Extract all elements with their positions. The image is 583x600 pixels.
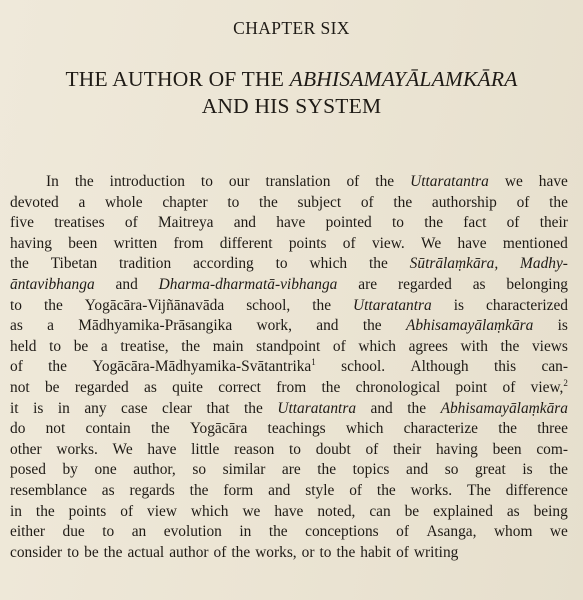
word: as [506,502,520,520]
word: that [206,399,230,417]
word: tradition [119,255,172,273]
text-line [10,419,568,440]
word: clear [162,399,192,417]
word: their [393,440,422,458]
word: or [301,543,315,561]
word: quite [172,378,203,396]
word: form [223,481,254,499]
word: characterized [485,296,568,314]
word: works. [56,440,98,458]
footnote-marker: 1 [311,357,316,368]
word: so [192,461,207,479]
word: regarded [397,275,452,293]
word: the [35,502,55,520]
word: whole [104,193,143,211]
chapter-title-plain: THE AUTHOR OF THE [65,67,290,91]
word: view [147,502,177,520]
word: Uttaratantra [277,399,357,417]
word: Yogācāra-Vijñānavāda [84,296,225,314]
word: of [502,378,516,396]
word: and [405,461,429,479]
word: works. [410,481,453,499]
word: is [522,461,533,479]
word: great [475,461,506,479]
word: of [120,502,134,520]
word: the [10,255,29,273]
word: the [362,317,382,335]
text-line [10,275,568,296]
word: from [173,234,204,252]
word: either [10,523,46,541]
word: the [181,337,201,355]
word: āntavibhanga [10,275,95,293]
word: regarded [74,378,129,396]
word: noted, [317,502,356,520]
word: little [191,440,220,458]
word: authorship [431,193,497,211]
word: according [193,255,254,273]
word: is [453,296,464,314]
word: which [358,337,396,355]
word: writing [413,543,459,561]
word: the [336,543,356,561]
word: as [101,481,115,499]
text-line [10,172,568,193]
word: teachings [267,420,326,438]
word: an [131,523,147,541]
word: of [506,214,520,232]
chapter-title-line-1 [0,66,583,93]
word: to [49,337,62,355]
word: have [457,234,487,252]
word: a [47,317,54,335]
word: belonging [506,275,568,293]
word: resemblance [10,481,87,499]
word: the [231,543,251,561]
word: we [549,523,568,541]
word: author [169,543,209,561]
word: by [62,461,78,479]
word: being [533,502,568,520]
word: posed [10,461,46,479]
word: school. [341,358,386,376]
word: and [268,481,291,499]
word: the [103,543,123,561]
word: the [48,358,67,376]
text-line [10,481,568,502]
word: which [345,420,384,438]
word: do [10,420,26,438]
word: held [10,337,37,355]
word: regards [129,481,175,499]
word: having [435,440,478,458]
word: com- [536,440,568,458]
word: different [219,234,273,252]
word: doubt [315,440,351,458]
word: devoted [10,193,59,211]
word: difference [505,481,568,499]
word: be [84,543,99,561]
word: similar [222,461,266,479]
word: Madhy- [520,255,568,273]
word: view,$^2$ [530,377,568,396]
word: Maitreya [157,214,214,232]
word: topics [352,461,390,479]
word: In [46,173,59,190]
text-line [10,337,568,358]
word: have [274,502,304,520]
word: main [212,337,244,355]
word: points [288,234,327,252]
word: written [113,234,158,252]
text-line [10,543,568,564]
word: mentioned [502,234,568,252]
word: the [317,461,337,479]
word: of [349,481,363,499]
word: the [549,193,568,211]
word: actual [127,543,165,561]
word: in [239,523,252,541]
text-line [10,254,568,275]
word: fact [463,214,487,232]
word: of [332,337,346,355]
word: standpoint [256,337,321,355]
word: Yogācāra-Mādhyamika-Svātantrika$^1$ [92,357,316,376]
word: of [360,193,374,211]
word: agrees [408,337,448,355]
word: Asanga, [426,523,477,541]
word: the [150,420,170,438]
word: five [10,214,34,232]
word: been [68,234,98,252]
word: We [421,234,442,252]
word: and [316,317,339,335]
word: and [115,275,138,293]
word: Dharma-dharmatā-vibhanga [158,275,338,293]
word: the [189,481,209,499]
word: which [190,502,229,520]
word: not [10,378,30,396]
word: Uttaratantra [353,296,432,314]
word: of [342,234,356,252]
word: the [424,214,444,232]
word: and [233,214,256,232]
text-line [10,440,568,461]
word: as [143,378,157,396]
word: case [121,399,148,417]
chapter-label: CHAPTER SIX [233,18,350,38]
text-line [10,378,568,399]
word: to [288,440,301,458]
word: Abhisamayālaṃkāra [405,317,534,335]
word: the [268,523,288,541]
word: the [549,461,568,479]
word: the [407,399,427,417]
word: are [358,275,378,293]
word: Tibetan [50,255,98,273]
word: to [227,193,240,211]
word: chronological [355,378,441,396]
word: The [466,481,491,499]
word: is [557,317,568,335]
word: are [281,461,301,479]
footnote-marker: 2 [563,377,568,388]
word: views [531,337,568,355]
word: Uttaratantra [410,173,489,190]
word: of [516,193,530,211]
word: be [404,502,420,520]
word: which [309,255,348,273]
body-paragraph [10,172,568,563]
word: is [33,399,44,417]
word: whom [493,523,533,541]
word: Abhisamayālaṃkāra [440,399,568,417]
word: the [43,296,63,314]
text-line [10,357,568,378]
word: correct [218,378,261,396]
word: of [346,173,360,190]
word: have [538,173,568,190]
word: works, [255,543,297,561]
word: three [537,420,568,438]
word: of [396,523,409,541]
chapter-title-italic: ABHISAMAYĀLAMKĀRA [289,67,518,91]
word: contain [85,420,131,438]
word: consider [10,543,63,561]
text-line [10,399,568,420]
word: work, [256,317,292,335]
word: to [275,255,288,273]
word: have [276,214,306,232]
word: due [62,523,85,541]
word: Mādhyamika-Prāsangika [78,317,233,335]
text-line [10,460,568,481]
word: school, [246,296,291,314]
chapter-title-line-2: AND HIS SYSTEM [201,94,382,118]
word: the [368,255,388,273]
word: we [242,502,261,520]
word: of [396,543,409,561]
text-line [10,193,568,214]
word: Yogācāra [189,420,248,438]
word: so [444,461,459,479]
word: the [375,173,395,190]
word: other [10,440,42,458]
word: as [10,317,23,335]
word: explained [433,502,493,520]
word: points [68,502,107,520]
word: a [78,193,86,211]
word: characterize [403,420,478,438]
word: the [74,173,94,190]
word: of [10,358,23,376]
word: to [200,173,213,190]
word: can [369,502,391,520]
word: of [365,440,379,458]
word: not [45,420,66,438]
word: habit [360,543,392,561]
word: this [493,358,517,376]
word: can- [541,358,568,376]
word: it [10,399,19,417]
word: the [244,399,263,417]
word: of [124,214,138,232]
word: having [10,234,52,252]
word: to [319,543,332,561]
word: a [100,337,108,355]
word: conceptions [305,523,379,541]
word: the [312,296,332,314]
word: the [393,193,413,211]
word: the [259,193,278,211]
word: be [73,337,89,355]
word: chapter [162,193,208,211]
word: been [492,440,522,458]
word: from [276,378,307,396]
word: the [321,378,341,396]
word: to [10,296,22,314]
text-line [10,296,568,317]
word: our [228,173,250,190]
word: in [10,502,22,520]
word: the [498,420,517,438]
text-line [10,316,568,337]
word: reason [234,440,275,458]
word: any [84,399,107,417]
word: have [147,440,177,458]
word: their [539,214,568,232]
word: the [500,337,520,355]
word: point [455,378,488,396]
word: with [460,337,488,355]
word: to [391,214,404,232]
word: be [44,378,60,396]
word: style [305,481,335,499]
word: introduction [109,173,185,190]
word: Sūtrālaṃkāra, [409,255,499,273]
word: one [94,461,117,479]
word: We [112,440,133,458]
word: of [213,543,227,561]
word: as [472,275,486,293]
word: treatise, [120,337,169,355]
text-line [10,213,568,234]
word: the [376,481,396,499]
text-line [10,522,568,543]
word: in [57,399,70,417]
chapter-title [0,66,583,120]
word: translation [265,173,331,190]
word: to [67,543,80,561]
word: Although [410,358,469,376]
word: treatises [54,214,105,232]
word: view. [371,234,405,252]
word: author, [133,461,176,479]
word: and [370,399,393,417]
word: subject [297,193,342,211]
word: pointed [325,214,372,232]
text-line [10,502,568,523]
text-line [10,234,568,255]
word: we [504,173,523,190]
word: evolution [163,523,222,541]
word: to [102,523,115,541]
